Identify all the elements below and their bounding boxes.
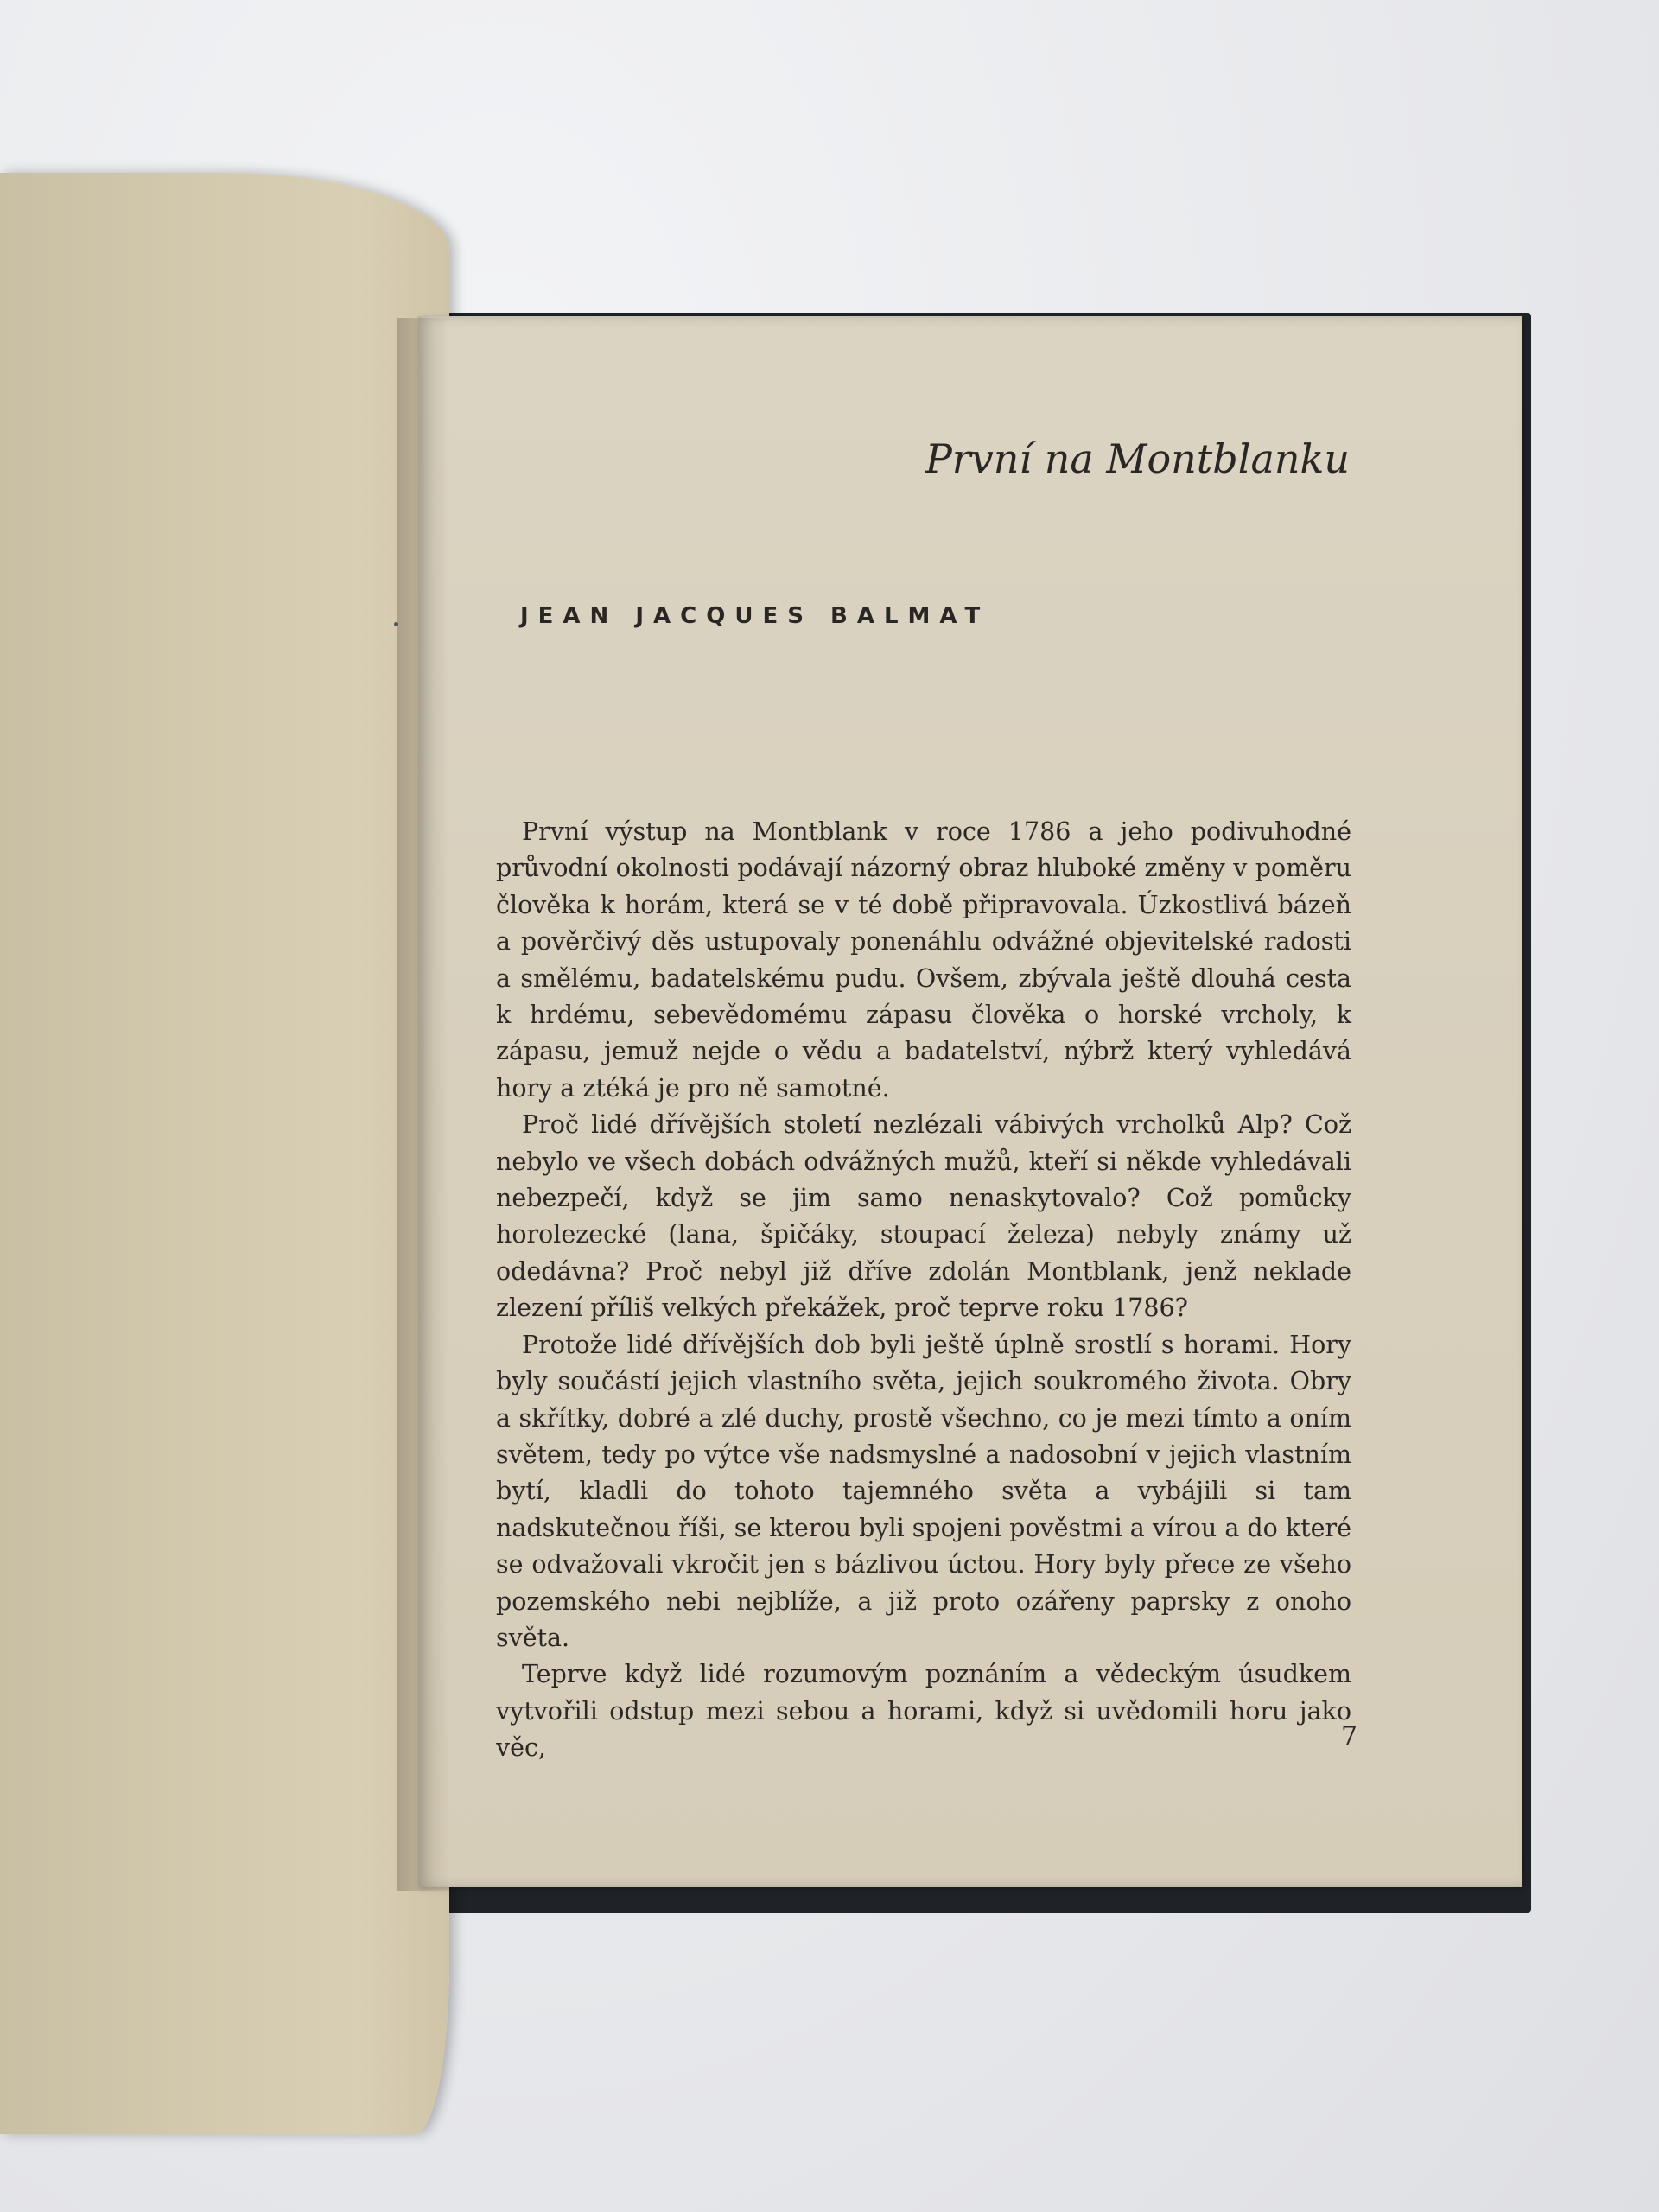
left-page (0, 173, 449, 2134)
book-gutter-shadow (397, 318, 449, 1891)
paragraph: Protože lidé dřívějších dob byli ještě úplně srostlí s horami. Hory byly součástí jejich vlastního světa, jejich soukromého života. Obry a skřítky, dobré a zlé duchy, prostě všechno, co je mezi tímto a oním světem, tedy po výtce vše nadsmyslné a nadosobní v jejich vlastním bytí, kladli do tohoto tajemného světa a vybájili si tam nadskutečnou říši, se kterou byli spojeni pověstmi a vírou a do které se odvažovali vkročit jen s bázlivou úctou. Hory byly přece ze všeho pozemského nebi nejblíže, a již proto ozářeny paprsky z onoho světa. (496, 1330, 1351, 1652)
paragraph: Teprve když lidé rozumovým poznáním a vědeckým úsudkem vytvořili odstup mezi sebou a horami, když si uvědomili horu jako věc, (496, 1660, 1351, 1763)
paragraph: Proč lidé dřívějších století nezlézali vábivých vrcholků Alp? Což nebylo ve všech dobách odvážných mužů, kteří si někde vyhledávali nebezpečí, když se jim samo nenaskytovalo? Což pomůcky horolezecké (lana, špičáky, stoupací železa) nebyly známy už odedávna? Proč nebyl již dříve zdolán Montblank, jenž neklade zlezení příliš velkých překážek, proč teprve roku 1786? (496, 1110, 1351, 1323)
chapter-title: První na Montblanku (925, 435, 1350, 482)
right-page (418, 316, 1522, 1887)
paragraph: První výstup na Montblank v roce 1786 a jeho podivuhodné průvodní okolnosti podávají názorný obraz hluboké změny v poměru člověka k horám, která se v té době připravovala. Úzkostlivá bázeň a pověrčivý děs ustupovaly ponenáhlu odvážné objevitelské radosti a smělému, badatelskému pudu. Ovšem, zbývala ještě dlouhá cesta k hrdému, sebevědomému zápasu člověka o horské vrcholy, k zápasu, jemuž nejde o vědu a badatelství, nýbrž který vyhledává hory a ztéká je pro ně samotné. (496, 817, 1351, 1103)
author-heading: JEAN JACQUES BALMAT (520, 603, 990, 629)
page-number: 7 (1341, 1721, 1358, 1751)
body-text (496, 814, 1351, 1767)
dust-speck (394, 622, 398, 626)
